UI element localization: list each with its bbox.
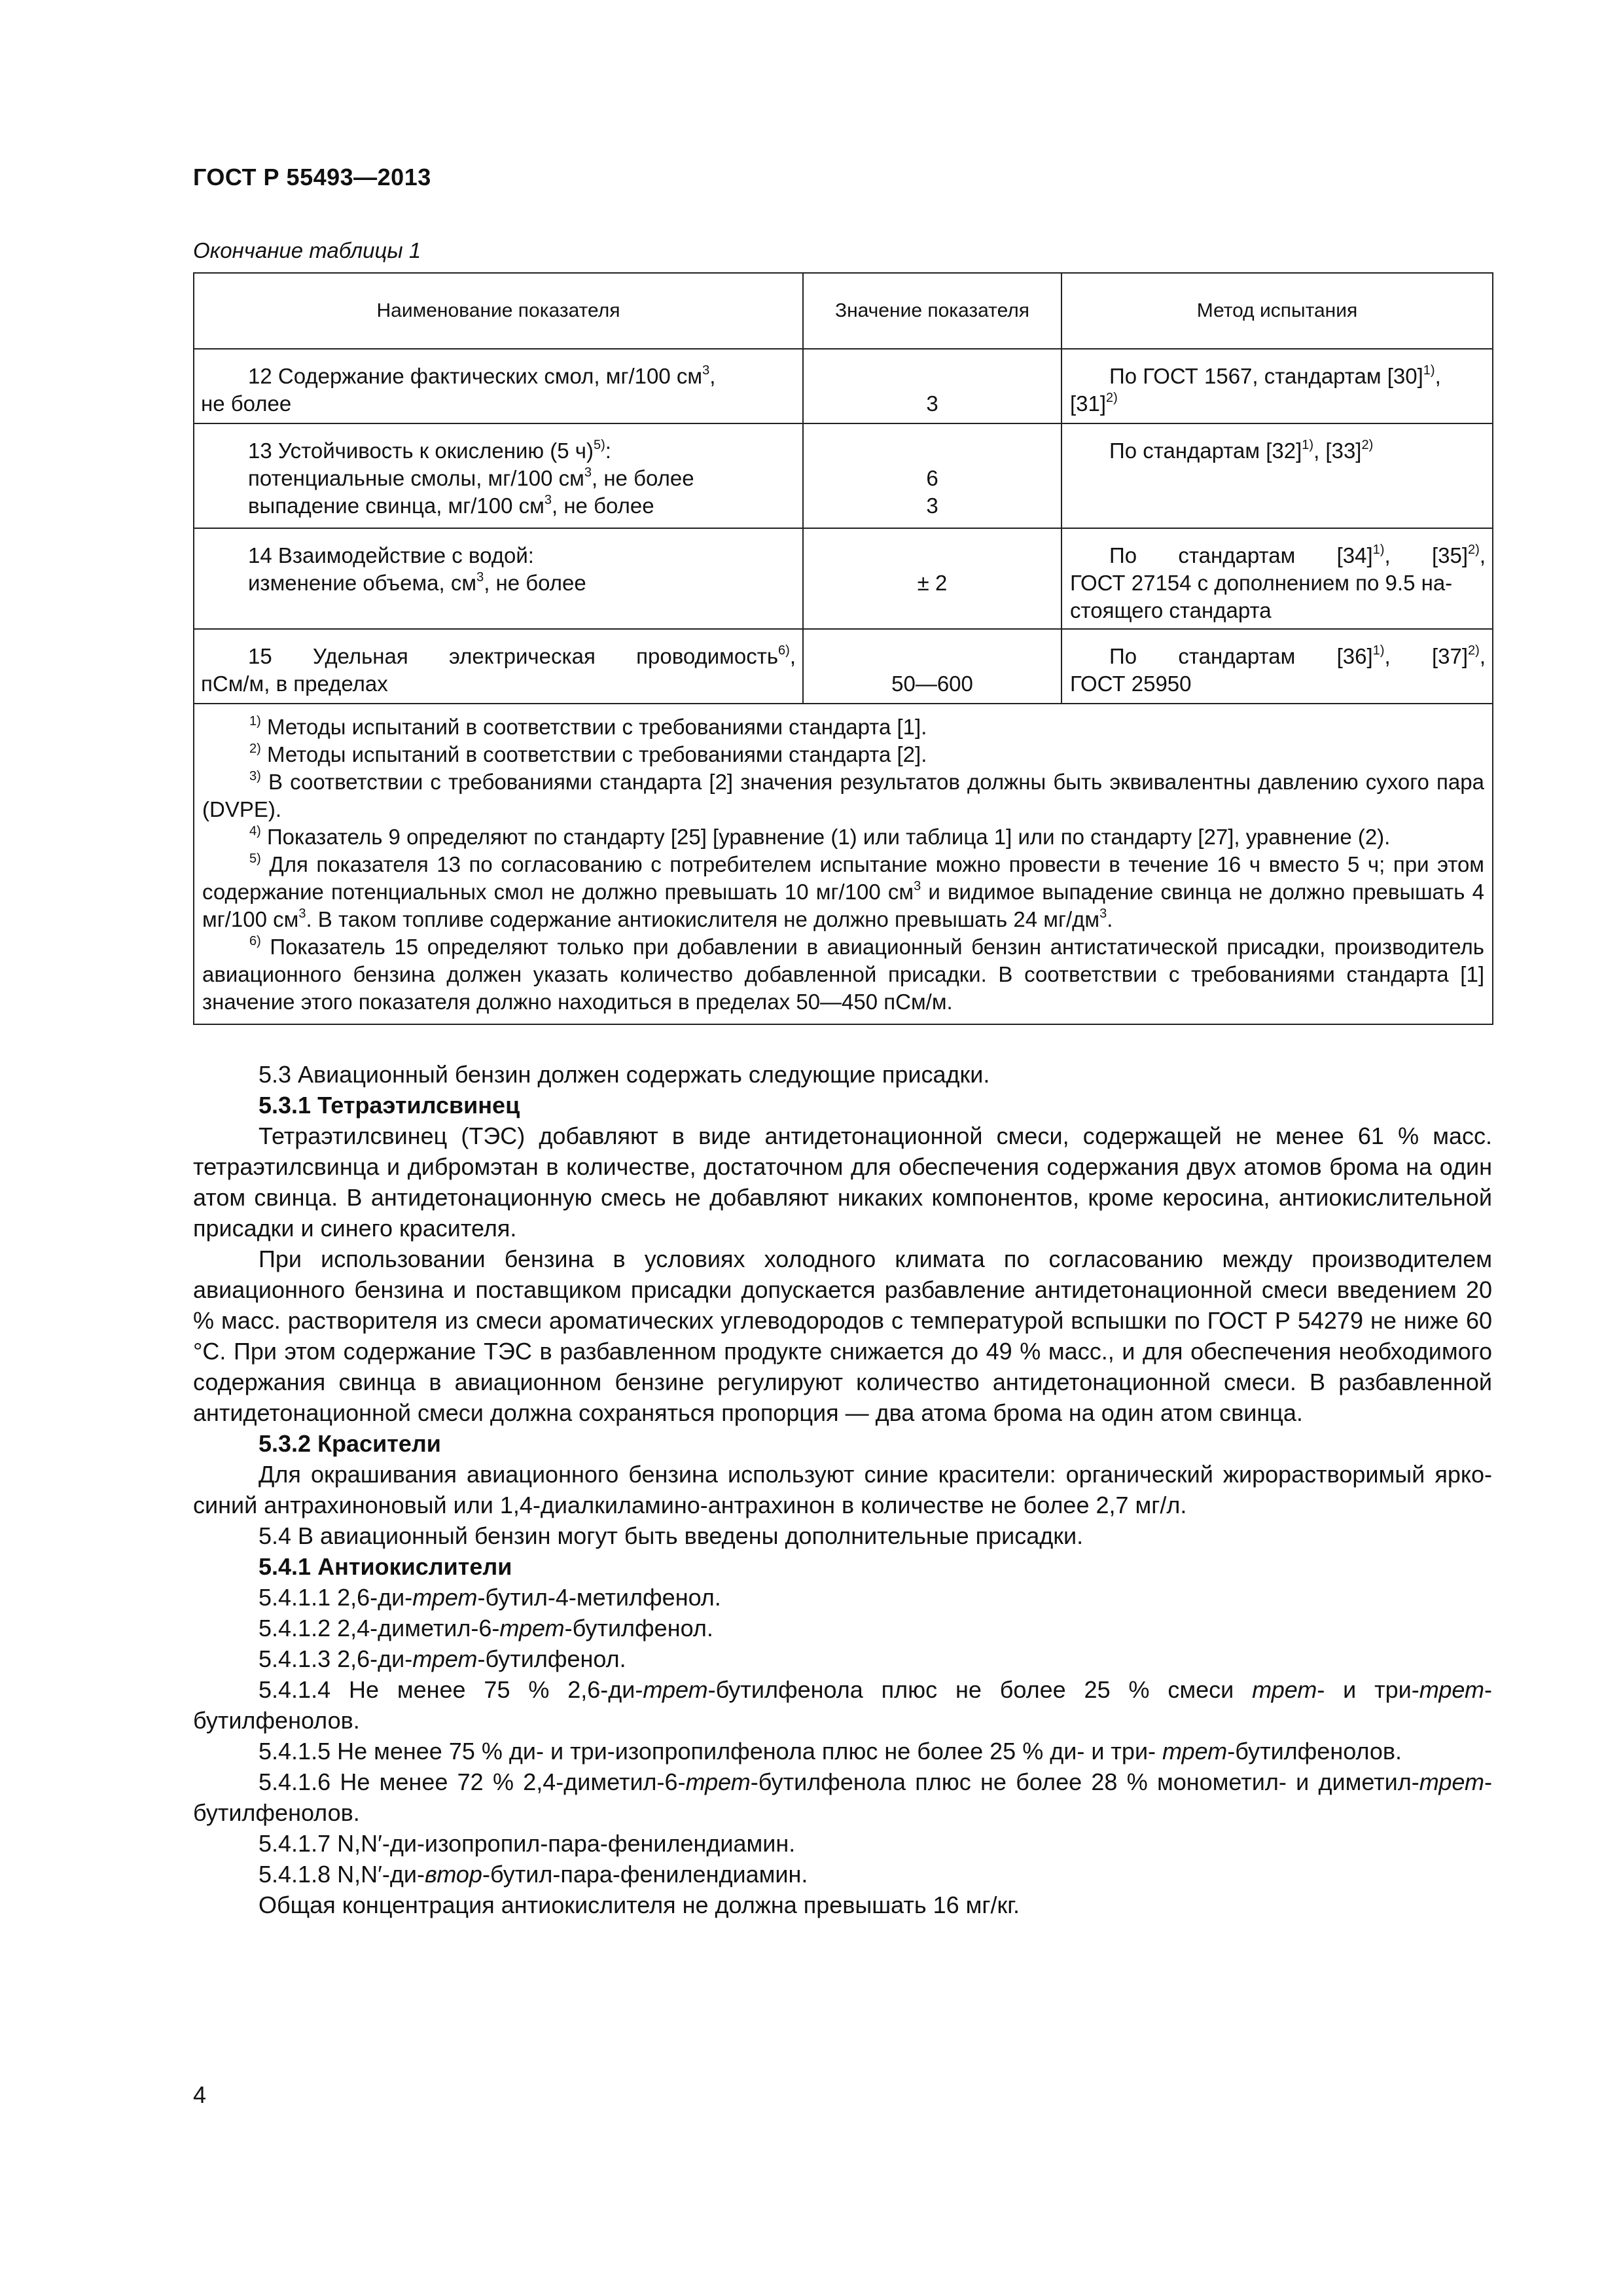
list-item: 5.4.1.1 2,6-ди-трет-бутил-4-метилфенол. bbox=[259, 1584, 721, 1611]
document-page bbox=[193, 0, 1492, 2296]
table-row bbox=[194, 423, 1493, 528]
paragraph: Для окрашивания авиационного бензина используют синие красители: органический жирорастворимый ярко-синий антрахиноновый или 1,4-диалкиламино-антрахинон в количестве не более 2,7 мг/л. bbox=[193, 1461, 1492, 1518]
table-caption: Окончание таблицы 1 bbox=[193, 238, 421, 262]
table-header-row bbox=[194, 273, 1493, 349]
table-row bbox=[194, 629, 1493, 704]
table-row bbox=[194, 528, 1493, 629]
section-heading: 5.4.1 Антиокислители bbox=[259, 1553, 512, 1580]
column-header-name: Наименование показателя bbox=[194, 273, 803, 349]
footnote: $^{3)}$ В соответствии с требованиями стандарта [2] значения результатов должны быть эквивалентны давлению сухого пара (DVPE). bbox=[202, 769, 1484, 821]
table-footnotes bbox=[194, 704, 1493, 1024]
section-heading: 5.3.1 Тетраэтилсвинец bbox=[259, 1092, 520, 1119]
row-13-name: 13 Устойчивость к окислению (5 ч)$^{5)}$: потенциальные смолы, мг/100 $см^3$, не более выпадение свинца, мг/100 $см^3$, не более bbox=[194, 423, 803, 528]
footnote: $^{4)}$ Показатель 9 определяют по стандарту [25] [уравнение (1) или таблица 1] или по стандарту [27], уравнение (2). bbox=[249, 824, 1391, 849]
column-header-method: Метод испытания bbox=[1061, 273, 1493, 349]
row-12-name: 12 Содержание фактических смол, мг/100 $см^3$, не более bbox=[194, 349, 803, 423]
row-13-value: 6 3 bbox=[803, 423, 1061, 528]
footnote: $^{5)}$ Для показателя 13 по согласованию с потребителем испытание можно провести в течение 16 ч вместо 5 ч; при этом содержание потенциальных смол не должно превышать 10 мг/100 $см^3$ и видимое выпадение свинца не должно превышать 4 мг/100 $см^3$. В таком топливе содержание антиокислителя не должно превышать 24 $мг/дм^3$. bbox=[202, 852, 1484, 931]
list-item: 5.4.1.2 2,4-диметил-6-трет-бутилфенол. bbox=[259, 1615, 713, 1641]
table-row bbox=[194, 349, 1493, 423]
footnote: $^{2)}$ Методы испытаний в соответствии с требованиями стандарта [2]. bbox=[249, 742, 927, 766]
paragraph: 5.3 Авиационный бензин должен содержать следующие присадки. bbox=[259, 1061, 990, 1088]
paragraph: Общая концентрация антиокислителя не должна превышать 16 мг/кг. bbox=[259, 1892, 1020, 1918]
list-item: 5.4.1.3 2,6-ди-трет-бутилфенол. bbox=[259, 1645, 626, 1672]
paragraph: Тетраэтилсвинец (ТЭС) добавляют в виде антидетонационной смеси, содержащей не менее 61 % масс. тетраэтилсвинца и дибромэтан в количестве, достаточном для обеспечения содержания двух атомов брома на один атом свинца. В антидетонационную смесь не добавляют никаких компонентов, кроме керосина, антиокислительной присадки и синего красителя. bbox=[193, 1122, 1492, 1242]
paragraph: При использовании бензина в условиях холодного климата по согласованию между производителем авиационного бензина и поставщиком присадки допускается разбавление антидетонационной смеси введением 20 % масс. растворителя из смеси ароматических углеводородов с температурой вспышки по ГОСТ Р 54279 не ниже 60 °С. При этом содержание ТЭС в разбавленном продукте снижается до 49 % масс., и для обеспечения необходимого содержания свинца в авиационном бензине регулируют количество антидетонационной смеси. В разбавленной антидетонационной смеси должна сохраняться пропорция — два атома брома на один атом свинца. bbox=[193, 1246, 1492, 1426]
specification-table bbox=[193, 272, 1493, 1025]
table-notes-row bbox=[194, 704, 1493, 1024]
list-item: 5.4.1.6 Не менее 72 % 2,4-диметил-6-трет-бутилфенола плюс не более 28 % монометил- и диметил-трет-бутилфенолов. bbox=[193, 1768, 1492, 1826]
list-item: 5.4.1.8 N,N′-ди-втор-бутил-пара-фенилендиамин. bbox=[259, 1861, 808, 1888]
footnote: $^{1)}$ Методы испытаний в соответствии с требованиями стандарта [1]. bbox=[249, 714, 927, 739]
row-12-method: По ГОСТ 1567, стандартам $[30]^{1)}$, $[31]^{2)}$ bbox=[1061, 349, 1493, 423]
column-header-value: Значение показателя bbox=[803, 273, 1061, 349]
body-text bbox=[193, 1059, 1492, 1920]
row-15-method: По стандартам $[36]^{1)}$, $[37]^{2)}$, ГОСТ 25950 bbox=[1061, 629, 1493, 704]
row-15-value: 50—600 bbox=[803, 629, 1061, 704]
row-14-name: 14 Взаимодействие с водой: изменение объема, $см^3$, не более bbox=[194, 528, 803, 629]
footnote: $^{6)}$ Показатель 15 определяют только при добавлении в авиационный бензин антистатической присадки, производитель авиационного бензина должен указать количество добавленной присадки. В соответствии с требованиями стандарта [1] значение этого показателя должно находиться в пределах 50—450 пСм/м. bbox=[202, 934, 1484, 1014]
list-item: 5.4.1.7 N,N′-ди-изопропил-пара-фенилендиамин. bbox=[259, 1830, 796, 1857]
list-item: 5.4.1.5 Не менее 75 % ди- и три-изопропилфенола плюс не более 25 % ди- и три- трет-бутилфенолов. bbox=[259, 1738, 1402, 1765]
row-12-value: 3 bbox=[803, 349, 1061, 423]
section-heading: 5.3.2 Красители bbox=[259, 1430, 441, 1457]
row-15-name: 15 Удельная электрическая проводимость$^{6)}$, пСм/м, в пределах bbox=[194, 629, 803, 704]
list-item: 5.4.1.4 Не менее 75 % 2,6-ди-трет-бутилфенола плюс не более 25 % смеси трет- и три-трет-бутилфенолов. bbox=[193, 1676, 1492, 1734]
document-code: ГОСТ Р 55493—2013 bbox=[193, 164, 431, 190]
page-number: 4 bbox=[193, 2081, 207, 2108]
row-13-method: По стандартам $[32]^{1)}$, $[33]^{2)}$ bbox=[1061, 423, 1493, 528]
paragraph: 5.4 В авиационный бензин могут быть введены дополнительные присадки. bbox=[259, 1522, 1084, 1549]
row-14-method: По стандартам $[34]^{1)}$, $[35]^{2)}$, ГОСТ 27154 с дополнением по 9.5 на- стоящего стандарта bbox=[1061, 528, 1493, 629]
row-14-value: ± 2 bbox=[803, 528, 1061, 629]
